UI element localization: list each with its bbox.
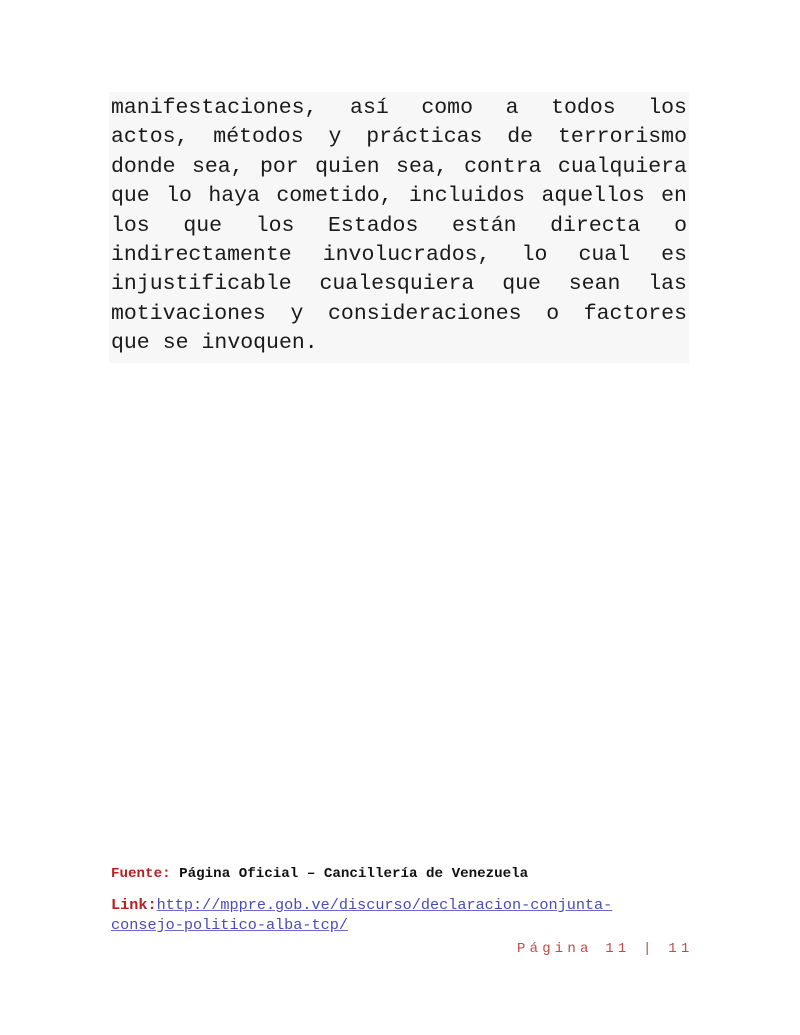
word: de [507, 125, 534, 150]
word: es [661, 242, 687, 267]
word: cualquiera [557, 154, 687, 179]
word: como [421, 96, 473, 120]
word: cometido, [276, 184, 393, 209]
paragraph-line-1 [111, 94, 687, 123]
word: quien [315, 154, 380, 179]
word: directa [550, 213, 641, 238]
paragraph-line-8 [111, 300, 687, 329]
word: y [290, 301, 304, 326]
word: todos [551, 96, 616, 120]
word: sea, [396, 154, 448, 179]
word: que [111, 331, 150, 356]
word: están [451, 213, 517, 238]
word: o [674, 213, 687, 238]
paragraph-line-2 [111, 123, 687, 152]
word: sea, [191, 154, 244, 179]
paragraph-line-9 [111, 329, 687, 358]
word: terrorismo [557, 125, 687, 150]
paragraph-line-3 [111, 153, 687, 182]
word: los [255, 213, 295, 238]
body-paragraph [109, 92, 689, 363]
source-url-link-line2[interactable]: consejo-politico-alba-tcp/ [111, 916, 348, 934]
word: cual [578, 242, 631, 267]
source-value: Página Oficial – Cancillería de Venezuela [170, 866, 529, 882]
word: así [350, 96, 389, 120]
word: métodos [213, 125, 304, 150]
word: en [661, 184, 687, 209]
word: y [328, 125, 342, 150]
word: injustificable [111, 272, 292, 297]
word: o [546, 301, 560, 326]
word: lo [521, 242, 548, 267]
word: cualesquiera [319, 272, 475, 297]
paragraph-line-5 [111, 212, 687, 241]
paragraph-line-4 [111, 182, 687, 211]
source-citation [111, 866, 528, 882]
link-citation [111, 895, 612, 935]
word: donde [111, 154, 176, 179]
word: manifestaciones, [111, 96, 318, 120]
word: que [502, 272, 541, 297]
source-url-link-line1[interactable]: http://mppre.gob.ve/discurso/declaracion-conjunta- [156, 896, 613, 914]
word: indirectamente [111, 242, 292, 267]
word: los [111, 213, 150, 238]
word: incluidos [408, 184, 526, 209]
word: contra [464, 154, 542, 179]
word: consideraciones [328, 301, 522, 326]
word: Estados [328, 213, 419, 238]
word: actos, [111, 125, 189, 150]
word: los [648, 96, 687, 120]
word: que [183, 213, 223, 238]
paragraph-line-7 [111, 270, 687, 299]
word: aquellos [541, 184, 645, 209]
word: motivaciones [111, 301, 266, 326]
word: lo [166, 184, 192, 209]
word: por [259, 154, 299, 179]
word: factores [583, 301, 687, 326]
source-label: Fuente: [111, 866, 171, 882]
word: prácticas [366, 125, 483, 150]
page-number: Página 11 | 11 [517, 941, 694, 957]
link-label: Link: [111, 896, 157, 914]
paragraph-line-6 [111, 241, 687, 270]
word: que [111, 184, 150, 209]
word: involucrados, [322, 242, 491, 267]
word: sean [568, 272, 621, 297]
word: invoquen. [201, 331, 318, 356]
word: a [505, 96, 519, 120]
word: haya [208, 184, 260, 209]
word: se [162, 331, 189, 356]
word: las [648, 272, 687, 297]
